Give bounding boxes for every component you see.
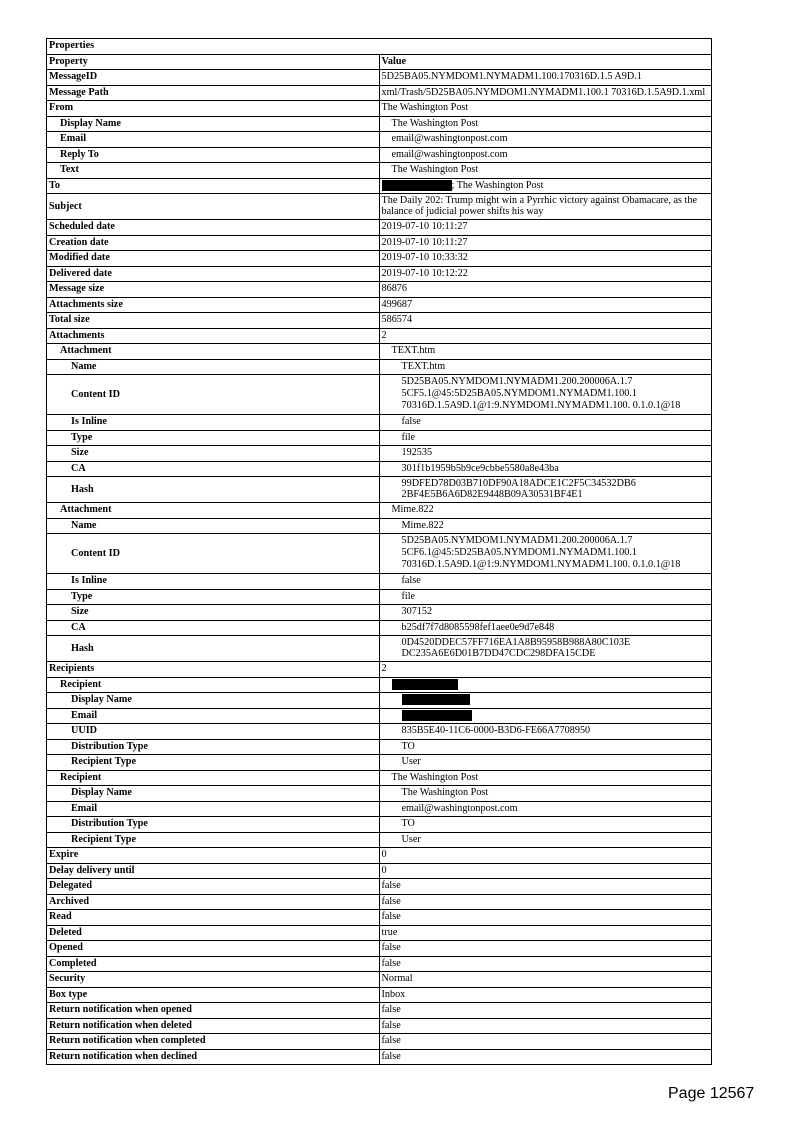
value-text: false xyxy=(381,957,401,969)
property-value xyxy=(379,832,712,848)
table-row xyxy=(47,430,712,446)
value-text: The Washington Post xyxy=(381,102,469,114)
property-value xyxy=(379,972,712,988)
table-row xyxy=(47,220,712,236)
property-name: Recipient Type xyxy=(47,755,380,771)
property-name: Delegated xyxy=(47,879,380,895)
property-value xyxy=(379,220,712,236)
value-text: 2 xyxy=(381,329,387,341)
value-line: 5CF5.1@45:5D25BA05.NYMDOM1.NYMADM1.100.1 xyxy=(401,388,638,399)
property-name: Recipient xyxy=(47,770,380,786)
value-text: 835B5E40-11C6-0000-B3D6-FE66A7708950 xyxy=(401,725,591,737)
table-row xyxy=(47,101,712,117)
value-text: TEXT.htm xyxy=(391,345,436,357)
table-row xyxy=(47,708,712,724)
value-text: 2019-07-10 10:12:22 xyxy=(381,267,468,279)
property-name: Name xyxy=(47,359,380,375)
property-name: Type xyxy=(47,589,380,605)
value-text: true xyxy=(381,926,398,938)
property-value xyxy=(379,194,712,220)
value-text: email@washingtonpost.com xyxy=(391,133,508,145)
table-row xyxy=(47,941,712,957)
table-row xyxy=(47,801,712,817)
property-name: Size xyxy=(47,605,380,621)
property-name: Archived xyxy=(47,894,380,910)
value-text: false xyxy=(381,1019,401,1031)
property-name: Content ID xyxy=(47,375,380,415)
property-name: CA xyxy=(47,620,380,636)
value-text: 0 xyxy=(381,864,387,876)
property-name: Creation date xyxy=(47,235,380,251)
property-value xyxy=(379,620,712,636)
value-line: 70316D.1.5A9D.1@1:9.NYMDOM1.NYMADM1.100. 0.1.0.1@18 xyxy=(401,400,681,411)
property-value xyxy=(379,987,712,1003)
table-row xyxy=(47,503,712,519)
value-text: The Washington Post xyxy=(391,771,479,783)
table-row xyxy=(47,235,712,251)
table-row xyxy=(47,894,712,910)
value-text: Mime.822 xyxy=(391,504,434,516)
table-row xyxy=(47,415,712,431)
property-name: Display Name xyxy=(47,693,380,709)
table-row xyxy=(47,589,712,605)
table-row xyxy=(47,662,712,678)
property-value xyxy=(379,574,712,590)
value-text: false xyxy=(381,1004,401,1016)
value-text: The Washington Post xyxy=(391,117,479,129)
table-row xyxy=(47,1034,712,1050)
value-text: TO xyxy=(401,740,415,752)
property-name: Attachments size xyxy=(47,297,380,313)
table-row xyxy=(47,972,712,988)
property-value xyxy=(379,677,712,693)
property-value xyxy=(379,589,712,605)
property-value xyxy=(379,147,712,163)
table-row xyxy=(47,446,712,462)
value-text: 2019-07-10 10:11:27 xyxy=(381,221,468,233)
table-row xyxy=(47,832,712,848)
table-row xyxy=(47,739,712,755)
property-value xyxy=(379,415,712,431)
table-row xyxy=(47,461,712,477)
property-name: Message size xyxy=(47,282,380,298)
value-text: 99DFED78D03B710DF90A18ADCE1C2F5C34532DB6 2BF4E5B6A6D82E9448B09A30531BF4E1 xyxy=(401,478,636,500)
column-header-property: Property xyxy=(47,54,380,70)
property-value xyxy=(379,863,712,879)
property-value xyxy=(379,693,712,709)
property-name: Name xyxy=(47,518,380,534)
table-row xyxy=(47,620,712,636)
table-row xyxy=(47,1049,712,1065)
table-row xyxy=(47,534,712,574)
property-value xyxy=(379,770,712,786)
value-line: 5D25BA05.NYMDOM1.NYMADM1.200.200006A.1.7 xyxy=(401,376,633,387)
property-value xyxy=(379,313,712,329)
value-text: file xyxy=(401,431,416,443)
property-value xyxy=(379,1049,712,1065)
column-header-value: Value xyxy=(379,54,712,70)
value-text: file xyxy=(401,590,416,602)
property-value xyxy=(379,848,712,864)
property-value xyxy=(379,534,712,574)
property-value xyxy=(379,755,712,771)
property-value xyxy=(379,461,712,477)
property-value xyxy=(379,282,712,298)
value-line: 70316D.1.5A9D.1@1:9.NYMDOM1.NYMADM1.100. 0.1.0.1@18 xyxy=(401,559,681,570)
property-name: Return notification when completed xyxy=(47,1034,380,1050)
property-name: Message Path xyxy=(47,85,380,101)
property-name: Attachment xyxy=(47,344,380,360)
property-name: CA xyxy=(47,461,380,477)
table-row xyxy=(47,817,712,833)
property-value xyxy=(379,344,712,360)
property-value xyxy=(379,518,712,534)
property-value xyxy=(379,101,712,117)
table-row xyxy=(47,266,712,282)
redaction-box xyxy=(392,679,458,690)
value-text: 192535 xyxy=(401,447,433,459)
table-row xyxy=(47,359,712,375)
property-value xyxy=(379,636,712,662)
table-row xyxy=(47,925,712,941)
property-name: Email xyxy=(47,801,380,817)
property-name: Type xyxy=(47,430,380,446)
property-value xyxy=(379,786,712,802)
property-value xyxy=(379,297,712,313)
redaction-box xyxy=(382,180,452,191)
property-value xyxy=(379,801,712,817)
property-name: Recipient xyxy=(47,677,380,693)
redaction-box xyxy=(402,694,470,705)
property-name: Display Name xyxy=(47,116,380,132)
property-name: Distribution Type xyxy=(47,739,380,755)
property-name: Modified date xyxy=(47,251,380,267)
table-row xyxy=(47,848,712,864)
property-value xyxy=(379,430,712,446)
property-name: Opened xyxy=(47,941,380,957)
value-text: TEXT.htm xyxy=(401,360,446,372)
property-name: Recipients xyxy=(47,662,380,678)
property-value xyxy=(379,925,712,941)
property-name: MessageID xyxy=(47,70,380,86)
property-name: Attachments xyxy=(47,328,380,344)
value-text: 301f1b1959b5b9ce9cbbe5580a8e43ba xyxy=(401,462,559,474)
property-value xyxy=(379,116,712,132)
property-name: Size xyxy=(47,446,380,462)
value-text: email@washingtonpost.com xyxy=(401,802,518,814)
table-row xyxy=(47,313,712,329)
table-row xyxy=(47,70,712,86)
value-text: Normal xyxy=(381,973,413,985)
table-row xyxy=(47,574,712,590)
property-value xyxy=(379,163,712,179)
property-name: Box type xyxy=(47,987,380,1003)
property-value xyxy=(379,1018,712,1034)
properties-table xyxy=(46,38,712,1065)
value-text: b25df7f7d8085598fef1aee0e9d7e848 xyxy=(401,621,555,633)
table-row xyxy=(47,344,712,360)
value-text: false xyxy=(401,416,421,428)
table-row xyxy=(47,605,712,621)
property-value xyxy=(379,375,712,415)
value-text: 2 xyxy=(381,663,387,675)
value-text: 0 xyxy=(381,849,387,861)
property-value xyxy=(379,941,712,957)
table-row xyxy=(47,132,712,148)
table-row xyxy=(47,194,712,220)
value-text: Inbox xyxy=(381,988,406,1000)
table-row xyxy=(47,677,712,693)
table-header-row xyxy=(47,54,712,70)
value-text: The Washington Post xyxy=(391,164,479,176)
table-row xyxy=(47,863,712,879)
value-text: 86876 xyxy=(381,283,407,295)
property-name: From xyxy=(47,101,380,117)
page-number: Page 12567 xyxy=(668,1085,755,1102)
table-row xyxy=(47,1018,712,1034)
table-row xyxy=(47,328,712,344)
property-value xyxy=(379,235,712,251)
value-text: The Daily 202: Trump might win a Pyrrhic victory against Obamacare, as the balance of judicial power shifts his way xyxy=(381,195,697,217)
property-value xyxy=(379,708,712,724)
table-row xyxy=(47,910,712,926)
property-name: Scheduled date xyxy=(47,220,380,236)
property-value xyxy=(379,178,712,194)
property-name: Security xyxy=(47,972,380,988)
property-name: Return notification when declined xyxy=(47,1049,380,1065)
property-name: Subject xyxy=(47,194,380,220)
table-row xyxy=(47,251,712,267)
property-value xyxy=(379,132,712,148)
value-text: User xyxy=(401,756,421,768)
property-value xyxy=(379,477,712,503)
property-name: Email xyxy=(47,708,380,724)
property-name: Return notification when deleted xyxy=(47,1018,380,1034)
property-name: Hash xyxy=(47,636,380,662)
value-text: email@washingtonpost.com xyxy=(391,148,508,160)
property-value xyxy=(379,739,712,755)
table-row xyxy=(47,636,712,662)
property-value xyxy=(379,85,712,101)
value-line: 5D25BA05.NYMDOM1.NYMADM1.200.200006A.1.7 xyxy=(401,535,633,546)
table-row xyxy=(47,693,712,709)
property-value xyxy=(379,910,712,926)
property-value xyxy=(379,251,712,267)
table-row xyxy=(47,987,712,1003)
property-value xyxy=(379,724,712,740)
property-value xyxy=(379,266,712,282)
properties-table-body xyxy=(47,39,712,1065)
property-name: Delay delivery until xyxy=(47,863,380,879)
property-name: Completed xyxy=(47,956,380,972)
table-row xyxy=(47,518,712,534)
property-name: Deleted xyxy=(47,925,380,941)
table-row xyxy=(47,724,712,740)
property-value xyxy=(379,503,712,519)
property-value xyxy=(379,894,712,910)
property-name: Recipient Type xyxy=(47,832,380,848)
value-text: ; The Washington Post xyxy=(451,179,544,191)
value-text: false xyxy=(381,1035,401,1047)
value-text: 499687 xyxy=(381,298,413,310)
table-row xyxy=(47,178,712,194)
property-name: Delivered date xyxy=(47,266,380,282)
property-name: Hash xyxy=(47,477,380,503)
property-name: Expire xyxy=(47,848,380,864)
table-row xyxy=(47,116,712,132)
property-value xyxy=(379,1034,712,1050)
table-row xyxy=(47,375,712,415)
property-value xyxy=(379,879,712,895)
property-value xyxy=(379,605,712,621)
table-row xyxy=(47,477,712,503)
property-name: Text xyxy=(47,163,380,179)
value-text: false xyxy=(381,880,401,892)
value-text: 2019-07-10 10:11:27 xyxy=(381,236,468,248)
property-name: Reply To xyxy=(47,147,380,163)
property-name: To xyxy=(47,178,380,194)
property-name: Distribution Type xyxy=(47,817,380,833)
table-row xyxy=(47,879,712,895)
value-line: 5CF6.1@45:5D25BA05.NYMDOM1.NYMADM1.100.1 xyxy=(401,547,638,558)
table-row xyxy=(47,85,712,101)
value-text: 0D4520DDEC57FF716EA1A8B95958B988A80C103E DC235A6E6D01B7DD47CDC298DFA15CDE xyxy=(401,637,631,659)
property-name: Email xyxy=(47,132,380,148)
property-value xyxy=(379,328,712,344)
value-text: TO xyxy=(401,818,415,830)
property-value xyxy=(379,662,712,678)
property-value xyxy=(379,446,712,462)
value-text: The Washington Post xyxy=(401,787,489,799)
table-row xyxy=(47,1003,712,1019)
table-caption-row xyxy=(47,39,712,55)
value-text: 5D25BA05.NYMDOM1.NYMADM1.100.170316D.1.5 A9D.1 xyxy=(381,71,642,83)
value-text: 2019-07-10 10:33:32 xyxy=(381,252,468,264)
value-text: false xyxy=(381,911,401,923)
value-text: 586574 xyxy=(381,314,413,326)
table-row xyxy=(47,297,712,313)
property-name: Content ID xyxy=(47,534,380,574)
value-text: Mime.822 xyxy=(401,519,444,531)
table-row xyxy=(47,786,712,802)
table-row xyxy=(47,147,712,163)
property-name: Read xyxy=(47,910,380,926)
property-value xyxy=(379,817,712,833)
value-text: false xyxy=(401,575,421,587)
property-name: Display Name xyxy=(47,786,380,802)
property-name: Is Inline xyxy=(47,574,380,590)
table-row xyxy=(47,282,712,298)
value-text: xml/Trash/5D25BA05.NYMDOM1.NYMADM1.100.1 70316D.1.5A9D.1.xml xyxy=(381,86,706,98)
value-text: false xyxy=(381,1050,401,1062)
table-row xyxy=(47,956,712,972)
value-text: User xyxy=(401,833,421,845)
value-text: 307152 xyxy=(401,606,433,618)
table-caption: Properties xyxy=(47,39,712,55)
property-name: Return notification when opened xyxy=(47,1003,380,1019)
property-name: Is Inline xyxy=(47,415,380,431)
property-value xyxy=(379,956,712,972)
value-text: false xyxy=(381,942,401,954)
property-name: UUID xyxy=(47,724,380,740)
property-name: Total size xyxy=(47,313,380,329)
table-row xyxy=(47,755,712,771)
table-row xyxy=(47,770,712,786)
property-value xyxy=(379,359,712,375)
property-value xyxy=(379,1003,712,1019)
property-name: Attachment xyxy=(47,503,380,519)
property-value xyxy=(379,70,712,86)
table-row xyxy=(47,163,712,179)
redaction-box xyxy=(402,710,472,721)
value-text: false xyxy=(381,895,401,907)
